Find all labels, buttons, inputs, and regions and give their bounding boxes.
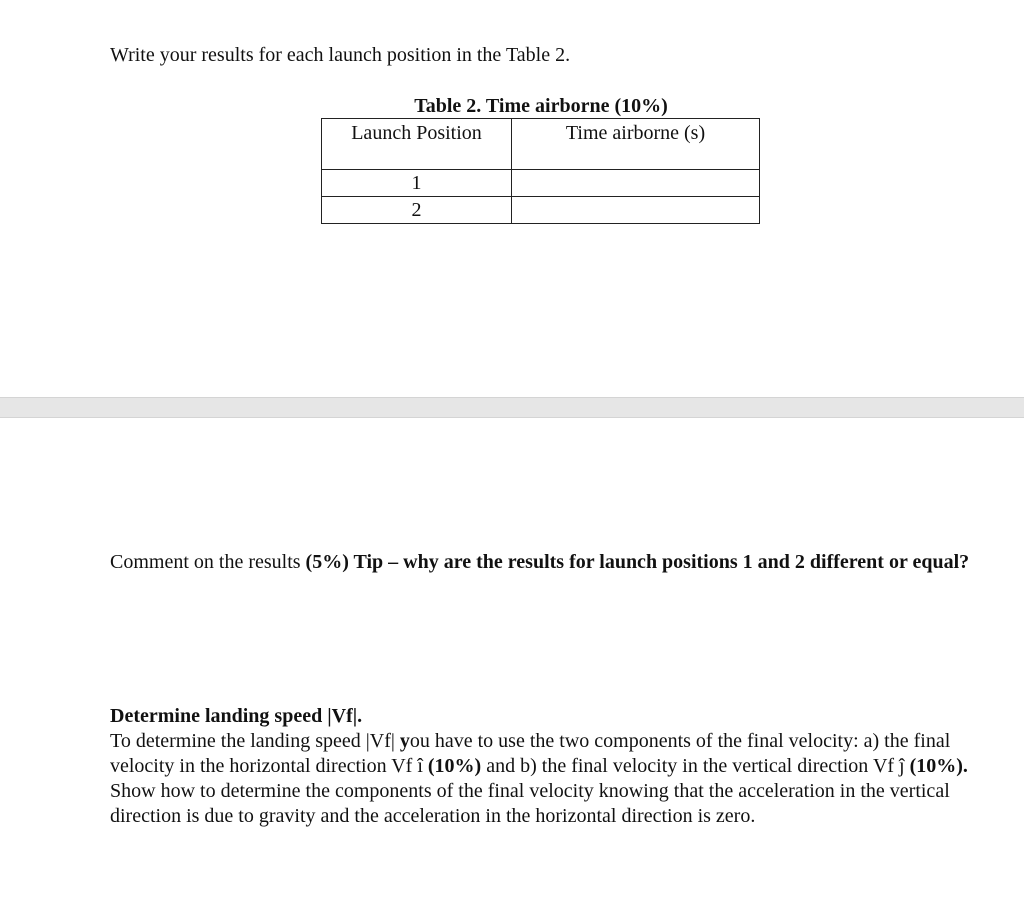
table-caption: Table 2. Time airborne (10%) [414, 95, 668, 117]
comment-lead: Comment on the results [110, 551, 306, 573]
cell-launch-position[interactable]: 1 [322, 170, 512, 197]
document-page-2 [0, 418, 1024, 900]
cell-launch-position[interactable]: 2 [322, 197, 512, 224]
time-airborne-table [321, 118, 760, 224]
header-time-airborne: Time airborne (s) [512, 119, 760, 170]
landing-text-1: To determine the landing speed |Vf| [110, 730, 400, 752]
landing-text-4: Show how to determine the components of the final velocity knowing that the acceleration in the vertical direction is due to gravity and the acceleration in the horizontal direction is zero. [110, 780, 950, 827]
instruction-text: Write your results for each launch position in the Table 2. [110, 44, 571, 66]
cell-time-airborne[interactable] [512, 197, 760, 224]
header-launch-position: Launch Position [322, 119, 512, 170]
landing-bold-3: (10%). [909, 755, 968, 777]
table-header-row [322, 119, 760, 170]
landing-bold-1: y [399, 730, 410, 752]
landing-speed-instructions [110, 729, 980, 829]
page-separator [0, 397, 1024, 418]
landing-bold-2: (10%) [427, 755, 482, 777]
landing-text-3: and b) the final velocity in the vertical direction Vf ĵ [481, 755, 910, 777]
document-page-1 [0, 0, 1024, 397]
comment-tip: (5%) Tip – why are the results for launch positions 1 and 2 different or equal? [305, 551, 970, 573]
table-row [322, 170, 760, 197]
landing-text-2: ou have to use the two components of the final velocity: a) the final velocity in the horizontal direction Vf î [110, 730, 951, 777]
table-row [322, 197, 760, 224]
cell-time-airborne[interactable] [512, 170, 760, 197]
comment-prompt [110, 550, 980, 575]
landing-speed-heading: Determine landing speed |Vf|. [110, 705, 363, 727]
